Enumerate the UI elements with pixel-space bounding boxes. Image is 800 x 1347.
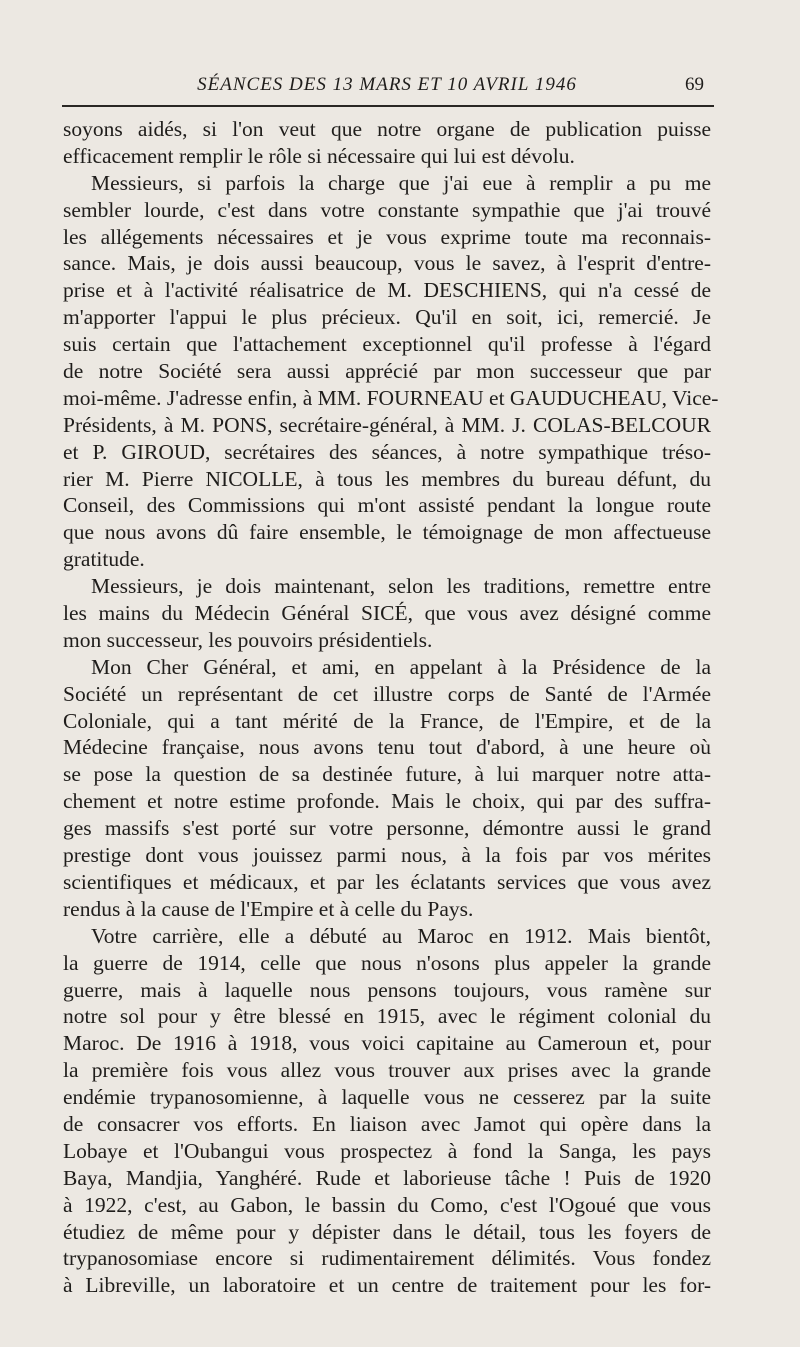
text-line: Messieurs, je dois maintenant, selon les traditions, remettre entre	[91, 574, 711, 599]
text-line: la première fois vous allez vous trouver aux prises avec la grande	[63, 1058, 711, 1083]
text-line: de consacrer vos efforts. En liaison avec Jamot qui opère dans la	[63, 1111, 711, 1136]
text-line: m'apporter l'appui le plus précieux. Qu'il en soit, ici, remercié. Je	[63, 305, 711, 330]
text-line: ges massifs s'est porté sur votre personne, démontre aussi le grand	[63, 816, 711, 841]
text-line: soyons aidés, si l'on veut que notre organe de publication puisse	[63, 117, 711, 141]
text-line: gratitude.	[63, 547, 145, 572]
text-line: les mains du Médecin Général SICÉ, que vous avez désigné comme	[63, 601, 711, 626]
text-line: prise et à l'activité réalisatrice de M. DESCHIENS, qui n'a cessé de	[63, 278, 711, 303]
text-line: à 1922, c'est, au Gabon, le bassin du Como, c'est l'Ogoué que vous	[63, 1192, 711, 1217]
page-header	[62, 72, 712, 102]
body-text	[63, 116, 719, 1299]
text-line: sembler lourde, c'est dans votre constante sympathie que j'ai trouvé	[63, 197, 711, 222]
text-line: sance. Mais, je dois aussi beaucoup, vous le savez, à l'esprit d'entre-	[63, 251, 711, 276]
text-line: prestige dont vous jouissez parmi nous, à la fois par vos mérites	[63, 843, 711, 868]
text-line: Société un représentant de cet illustre corps de Santé de l'Armée	[63, 681, 711, 706]
text-line: endémie trypanosomienne, à laquelle vous ne cesserez par la suite	[63, 1085, 711, 1110]
running-head: SÉANCES DES 13 MARS ET 10 AVRIL 1946	[197, 74, 577, 95]
text-line: de notre Société sera aussi apprécié par mon successeur que par	[63, 359, 711, 384]
text-line: suis certain que l'attachement exceptionnel qu'il professe à l'égard	[63, 332, 711, 357]
text-line: Baya, Mandjia, Yanghéré. Rude et laborieuse tâche ! Puis de 1920	[63, 1165, 711, 1190]
text-line: étudiez de même pour y dépister dans le détail, tous les foyers de	[63, 1219, 711, 1244]
text-line: rier M. Pierre NICOLLE, à tous les membres du bureau défunt, du	[63, 466, 711, 491]
text-line: Coloniale, qui a tant mérité de la France, de l'Empire, et de la	[63, 708, 711, 733]
text-line: scientifiques et médicaux, et par les éclatants services que vous avez	[63, 869, 711, 894]
text-line: rendus à la cause de l'Empire et à celle du Pays.	[63, 896, 474, 921]
text-line: trypanosomiase encore si rudimentairement délimités. Vous fondez	[63, 1246, 711, 1271]
text-line: Lobaye et l'Oubangui vous prospectez à fond la Sanga, les pays	[63, 1138, 711, 1163]
text-line: à Libreville, un laboratoire et un centre de traitement pour les for-	[63, 1273, 711, 1298]
page-number: 69	[685, 74, 704, 95]
text-line: moi-même. J'adresse enfin, à MM. FOURNEAU et GAUDUCHEAU, Vice-	[63, 385, 719, 410]
text-line: Conseil, des Commissions qui m'ont assisté pendant la longue route	[63, 493, 711, 518]
text-line: Maroc. De 1916 à 1918, vous voici capitaine au Cameroun et, pour	[63, 1031, 711, 1056]
header-rule	[62, 105, 714, 107]
text-line: Présidents, à M. PONS, secrétaire-général, à MM. J. COLAS-BELCOUR	[63, 412, 711, 437]
text-line: chement et notre estime profonde. Mais le choix, qui par des suffra-	[63, 789, 711, 814]
text-line: Votre carrière, elle a débuté au Maroc en 1912. Mais bientôt,	[91, 923, 711, 948]
text-line: notre sol pour y être blessé en 1915, avec le régiment colonial du	[63, 1004, 711, 1029]
text-line: Messieurs, si parfois la charge que j'ai eue à remplir a pu me	[91, 170, 711, 195]
text-line: la guerre de 1914, celle que nous n'osons plus appeler la grande	[63, 950, 711, 975]
text-line: que nous avons dû faire ensemble, le témoignage de mon affectueuse	[63, 520, 711, 545]
text-line: se pose la question de sa destinée future, à lui marquer notre atta-	[63, 762, 711, 787]
text-line: mon successeur, les pouvoirs présidentiels.	[63, 627, 433, 652]
text-line: les allégements nécessaires et je vous exprime toute ma reconnais-	[63, 224, 711, 249]
text-line: guerre, mais à laquelle nous pensons toujours, vous ramène sur	[63, 977, 711, 1002]
text-line: Médecine française, nous avons tenu tout d'abord, à une heure où	[63, 735, 711, 760]
text-line: efficacement remplir le rôle si nécessaire qui lui est dévolu.	[63, 143, 575, 168]
text-line: et P. GIROUD, secrétaires des séances, à notre sympathique tréso-	[63, 439, 711, 464]
text-line: Mon Cher Général, et ami, en appelant à la Présidence de la	[91, 654, 711, 679]
